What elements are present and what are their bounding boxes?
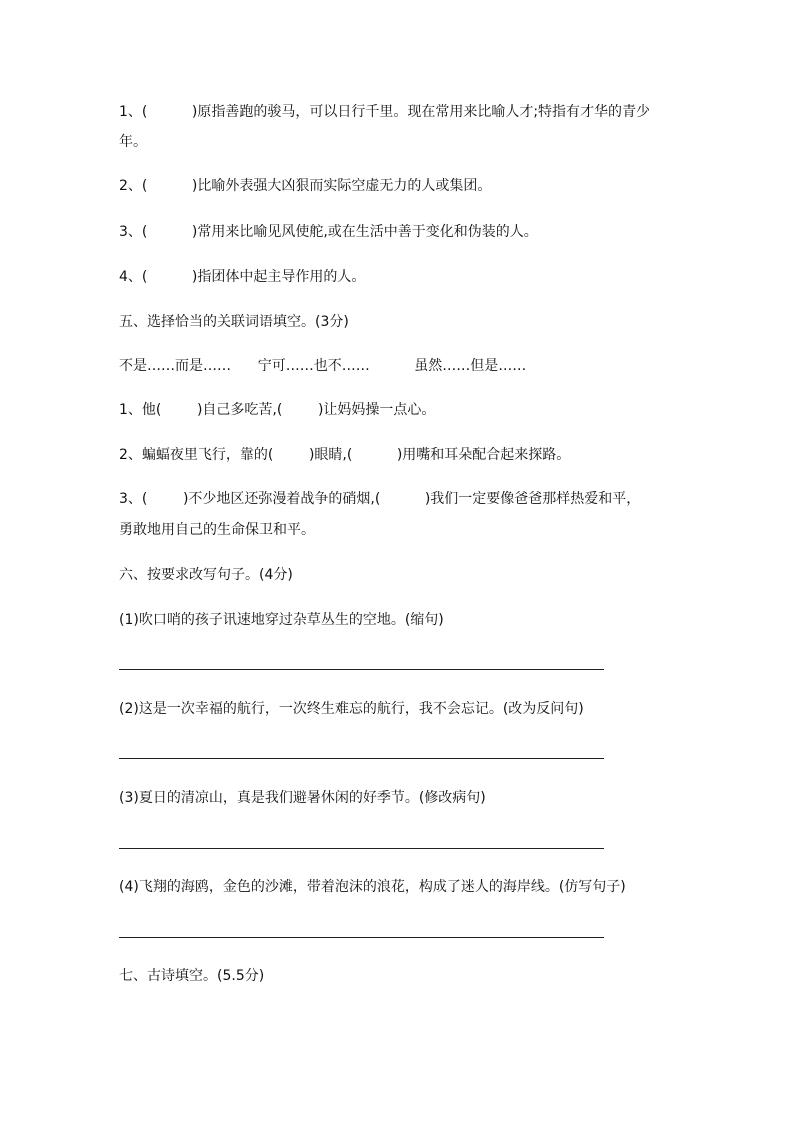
section-4-question-3: 3、( )常用来比喻见风使舵,或在生活中善于变化和伪装的人。 — [119, 224, 538, 240]
section-4-question-1-line-1: 1、( )原指善跑的骏马，可以日行千里。现在常用来比喻人才;特指有才华的青少 — [119, 104, 651, 120]
answer-line-4[interactable] — [119, 937, 604, 938]
section-5-question-3-line-2: 勇敢地用自己的生命保卫和平。 — [119, 522, 315, 538]
answer-line-2[interactable] — [119, 758, 604, 759]
section-4-question-1-line-2: 年。 — [119, 134, 147, 150]
section-6-question-4: (4)飞翔的海鸥，金色的沙滩，带着泡沫的浪花，构成了迷人的海岸线。(仿写句子) — [119, 879, 626, 895]
section-6-question-3: (3)夏日的清凉山，真是我们避暑休闲的好季节。(修改病句) — [119, 790, 486, 806]
answer-line-3[interactable] — [119, 848, 604, 849]
section-7-heading: 七、古诗填空。(5.5分) — [119, 968, 265, 984]
section-5-heading: 五、选择恰当的关联词语填空。(3分) — [119, 314, 349, 330]
conjunction-options: 不是……而是…… 宁可……也不…… 虽然……但是…… — [119, 358, 527, 374]
section-6-heading: 六、按要求改写句子。(4分) — [119, 567, 293, 583]
section-6-question-2: (2)这是一次幸福的航行，一次终生难忘的航行，我不会忘记。(改为反问句) — [119, 701, 584, 717]
section-4-question-4: 4、( )指团体中起主导作用的人。 — [119, 269, 366, 285]
answer-line-1[interactable] — [119, 669, 604, 670]
section-5-question-3-line-1: 3、( )不少地区还弥漫着战争的硝烟,( )我们一定要像爸爸那样热爱和平， — [119, 491, 641, 507]
section-6-question-1: (1)吹口哨的孩子讯速地穿过杂草丛生的空地。(缩句) — [119, 612, 444, 628]
section-5-question-2: 2、蝙蝠夜里飞行，靠的( )眼睛,( )用嘴和耳朵配合起来探路。 — [119, 447, 571, 463]
section-4-question-2: 2、( )比喻外表强大凶狠而实际空虚无力的人或集团。 — [119, 178, 492, 194]
section-5-question-1: 1、他( )自己多吃苦,( )让妈妈操一点心。 — [119, 402, 436, 418]
